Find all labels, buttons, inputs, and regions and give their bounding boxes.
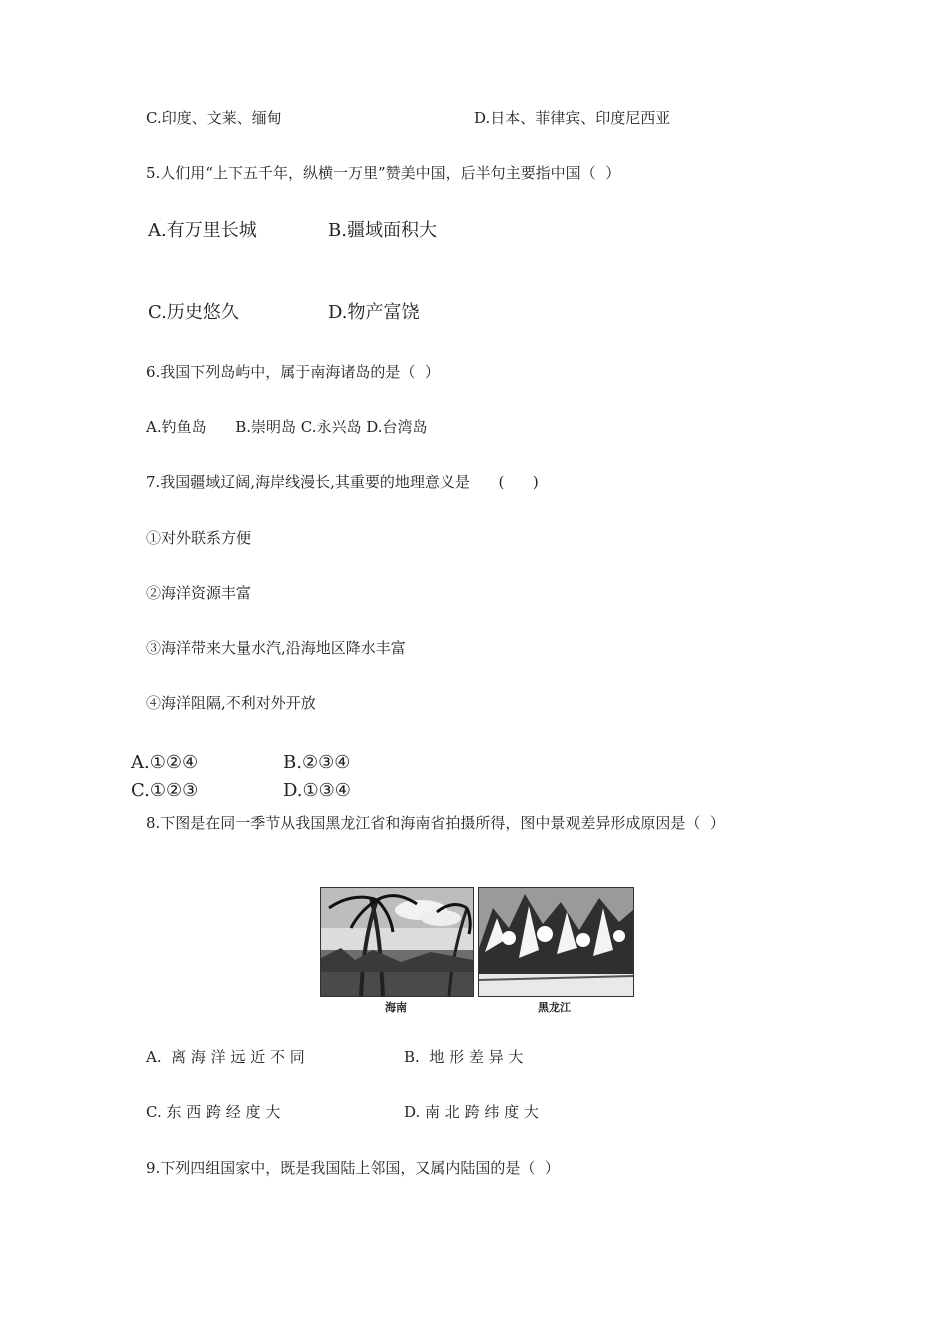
q7-stem: 7.我国疆域辽阔,海岸线漫长,其重要的地理意义是 ( )	[146, 473, 539, 491]
q6-stem: 6.我国下列岛屿中，属于南海诸岛的是（ ）	[146, 363, 440, 381]
q7-option-b: B.②③④	[283, 752, 351, 773]
heilongjiang-photo	[478, 887, 634, 997]
photo-caption-hainan: 海南	[385, 1001, 407, 1014]
q7-option-d: D.①③④	[283, 780, 351, 801]
q5-option-a: A.有万里长城	[148, 220, 257, 241]
q5-stem: 5.人们用“上下五千年，纵横一万里”赞美中国，后半句主要指中国（ ）	[146, 164, 621, 182]
q9-stem: 9.下列四组国家中，既是我国陆上邻国，又属内陆国的是（ ）	[146, 1159, 560, 1177]
q7-statement-4: ④海洋阻隔,不利对外开放	[146, 694, 316, 712]
q6-options: A.钓鱼岛 B.崇明岛 C.永兴岛 D.台湾岛	[146, 418, 428, 436]
q7-option-c: C.①②③	[131, 780, 199, 801]
q4-option-c: C.印度、文莱、缅甸	[146, 109, 282, 127]
q5-option-c: C.历史悠久	[148, 302, 239, 323]
q7-option-a: A.①②④	[131, 752, 199, 773]
q7-statement-2: ②海洋资源丰富	[146, 584, 252, 602]
hainan-photo	[320, 887, 474, 997]
q8-stem: 8.下图是在同一季节从我国黑龙江省和海南省拍摄所得，图中景观差异形成原因是（ ）	[146, 814, 725, 832]
q5-option-d: D.物产富饶	[328, 302, 420, 323]
q7-statement-1: ①对外联系方便	[146, 529, 252, 547]
q8-option-d: D. 南 北 跨 纬 度 大	[404, 1103, 539, 1121]
q8-option-c: C. 东 西 跨 经 度 大	[146, 1103, 281, 1121]
photo-caption-heilongjiang: 黑龙江	[538, 1001, 571, 1014]
q5-option-b: B.疆域面积大	[328, 220, 437, 241]
q8-option-a: A. 离 海 洋 远 近 不 同	[146, 1048, 305, 1066]
q8-option-b: B. 地 形 差 异 大	[404, 1048, 524, 1066]
q4-option-d: D.日本、菲律宾、印度尼西亚	[474, 109, 671, 127]
q7-statement-3: ③海洋带来大量水汽,沿海地区降水丰富	[146, 639, 406, 657]
